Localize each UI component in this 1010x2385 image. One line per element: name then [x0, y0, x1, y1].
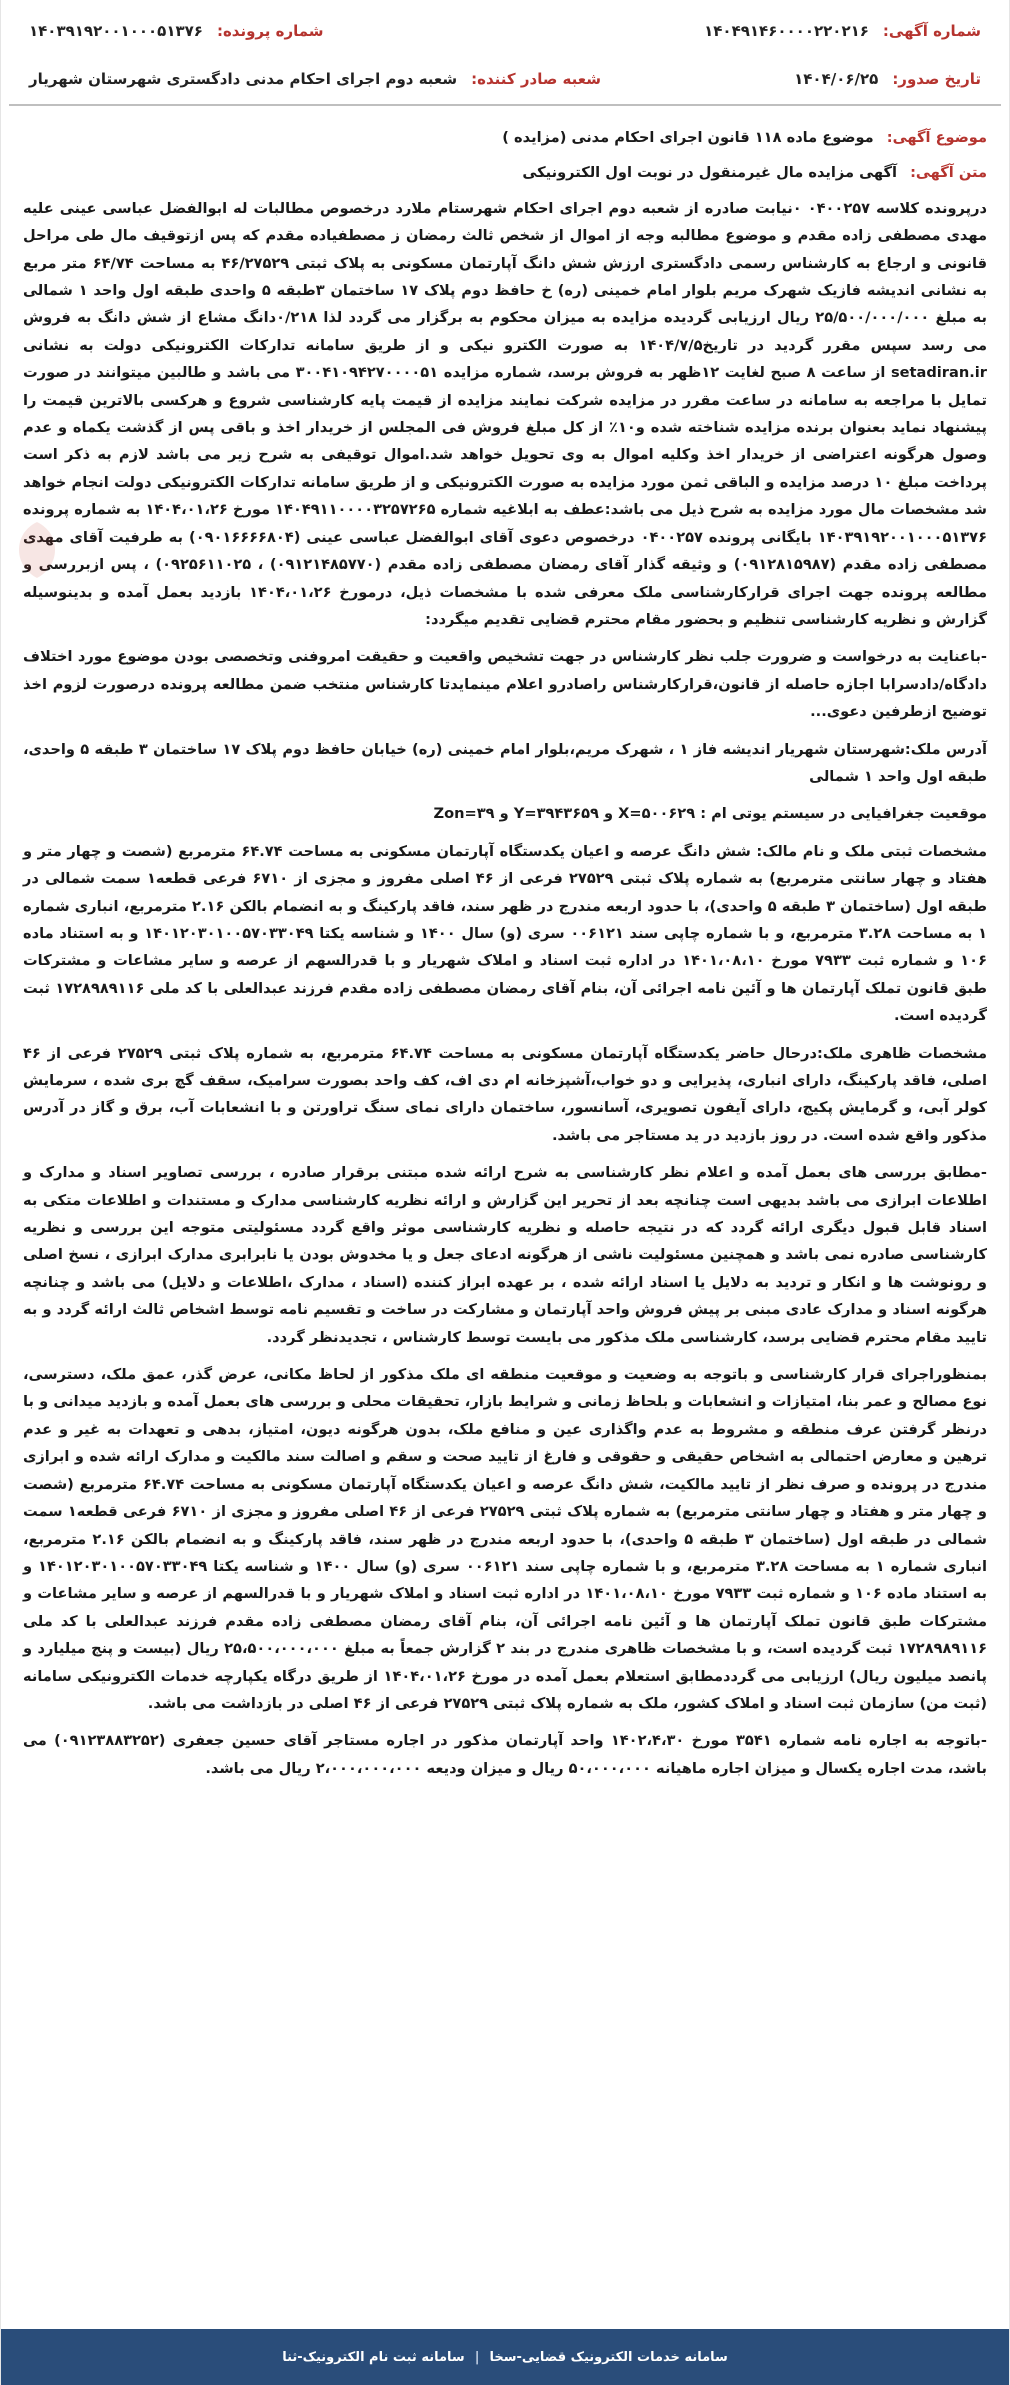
- issuer-label: شعبه صادر کننده:: [471, 70, 601, 88]
- issuer: [29, 70, 601, 88]
- paragraph-valuation: بمنظوراجرای قرار کارشناسی و باتوجه به وضعیت و موقعیت منطقه ای ملک مذکور از لحاظ مکانی، عرض گذر، عمق ملک، دسترسی، نوع مصالح و عمر بنا، امتیازات و انشعابات و بلحاظ زمانی و شرایط بازار، تحقیقات محلی و بررسی های بعمل آمده و بازدید میدانی و با درنظر گرفتن عرف منطقه و مشروط به عدم واگذاری عین و منافع ملک، بدون هرگونه دیون، امتیاز، بدهی و تعهدات به غیر و عدم ترهین و معارض احتمالی به اشخاص حقیقی و حقوقی و فارغ از تایید صحت و سقم و اصالت سند مالکیت و مدارک ارائه شده و ابرازی مندرج در پرونده و صرف نظر از تایید مالکیت، شش دانگ عرصه و اعیان یکدستگاه آپارتمان مسکونی به مساحت ۶۴.۷۴ مترمربع (شصت و چهار متر و هفتاد و چهار سانتی مترمربع) به شماره پلاک ثبتی ۲۷۵۲۹ فرعی از ۴۶ اصلی مفروز و مجزی از ۶۷۱۰ فرعی قطعه۱ سمت شمالی در طبقه اول (ساختمان ۳ طبقه ۵ واحدی)، با حدود اربعه مندرج در ظهر سند، فاقد پارکینگ و به انضمام بالکن ۲.۱۶ مترمربع، انباری شماره ۱ به مساحت ۳.۲۸ مترمربع، و با شماره چاپی سند ۰۰۶۱۲۱ سری (و) سال ۱۴۰۰ و شناسه یکتا ۱۴۰۱۲۰۳۰۱۰۰۵۷۰۳۳۰۴۹ و به استناد ماده ۱۰۶ و شماره ثبت ۷۹۳۳ مورخ ۱۴۰۱،۰۸،۱۰ در اداره ثبت اسناد و املاک شهریار و با قدرالسهم از عرصه و سایر مشاعات و مشترکات طبق قانون تملک آپارتمان ها و آئین نامه اجرائی آن، بنام آقای رمضان مصطفی زاده مقدم فرزند عبدالعلی با کد ملی ۱۷۲۸۹۸۹۱۱۶ ثبت گردیده است، و با مشخصات ظاهری مندرج در بند ۲ گزارش جمعاً به مبلغ ۲۵،۵۰۰،۰۰۰،۰۰۰ ریال (بیست و پنج میلیارد و پانصد میلیون ریال) ارزیابی می گرددمطابق استعلام بعمل آمده در مورخ ۱۴۰۴،۰۱،۲۶ از طریق درگاه یکپارچه خدمات الکترونیکی سامانه (ثبت من) سازمان ثبت اسناد و املاک کشور، ملک به شماره پلاک ثبتی ۲۷۵۲۹ فرعی از ۴۶ اصلی در بازداشت می باشد.: [23, 1366, 988, 1712]
- paragraph-address: آدرس ملک:شهرستان شهریار اندیشه فاز ۱ ، شهرک مریم،بلوار امام خمینی (ره) خیابان حافظ دوم پلاک ۱۷ ساختمان ۳ طبقه ۵ واحدی، طبقه اول واحد ۱ شمالی: [23, 740, 988, 785]
- subject-text: موضوع ماده ۱۱۸ قانون اجرای احکام مدنی (مزایده ): [502, 129, 874, 146]
- footer-link-sana[interactable]: سامانه ثبت نام الکترونیک-ثنا: [282, 2349, 465, 2365]
- footer-link-sakha[interactable]: سامانه خدمات الکترونیک قضایی-سخا: [489, 2349, 728, 2365]
- watermark-emblem-icon: [15, 520, 59, 580]
- paragraph-intro: درپرونده کلاسه ۰۴۰۰۲۵۷ ۰نیابت صادره از شعبه دوم اجرای احکام شهرستام ملارد درخصوص مطالبات له ابوالفضل عباسی عینی علیه مهدی مصطفی زاده مقدم و موضوع مطالبه وجه از اموال از شخص ثالث رمضان ز مصطفیاده مقدم که پس ازتوقیف مال طی مراحل قانونی و ارجاع به کارشناس رسمی دادگستری ارزش شش دانگ آپارتمان مسکونی به پلاک ثبتی ۴۶/۲۷۵۲۹ به مساحت ۶۴/۷۴ متر مربع به نشانی اندیشه فازیک شهرک مریم بلوار امام خمینی (ره) خ حافظ دوم پلاک ۱۷ ساختمان ۳طبقه ۵ واحدی طبقه اول واحد ۱ شمالی به مبلغ ۲۵/۵۰۰/۰۰۰/۰۰۰ ریال ارزیابی گردیده مزایده به میزان محکوم به برگزار می گردد لذا ۰/۲۱۸دانگ مشاع از شش دانگ به فروش می رسد سپس مقرر گردید در تاریخ۱۴۰۴/۷/۵ به صورت الکترو نیکی و از طریق سامانه تدارکات الکترونیکی دولت به نشانی setadiran.ir از ساعت ۸ صبح لغایت ۱۲ظهر به فروش برسد، شماره مزایده ۳۰۰۴۱۰۹۴۲۷۰۰۰۰۵۱ می باشد و طالبین میتوانند در صورت تمایل با مراجعه به سامانه در ساعت مقرر در مزایده شرکت نمایند مزایده از قیمت پایه کارشناسی شروع و هرکسی بالاترین قیمت را پیشنهاد نماید بعنوان برنده مزایده شناخته شده و۱۰٪ از کل مبلغ فروش فی المجلس از خریدار اخذ و باقی پس از گذشت یکماه و عدم وصول هرگونه اعتراضی از خریدار اخذ وکلیه اموال به وی تحویل خواهد شد.اموال توقیفی به شرح زیر می باشد لازم به ذکر است پرداخت مبلغ ۱۰ درصد مزایده و الباقی ثمن مورد مزایده به صورت الکترونیکی و از طریق سامانه تدارکات الکترونیکی دولت انجام خواهد شد مشخصات مال مورد مزایده به شرح ذیل می باشد:عطف به ابلاغیه شماره ۱۴۰۴۹۱۱۰۰۰۰۳۲۵۷۲۶۵ مورخ ۱۴۰۴،۰۱،۲۶ به شماره پرونده ۱۴۰۳۹۱۹۲۰۰۱۰۰۰۵۱۳۷۶ بایگانی پرونده ۰۴۰۰۲۵۷ درخصوص دعوی آقای ابوالفضل عباسی عینی (۰۹۰۱۶۶۶۶۸۰۴) به طرفیت آقای مهدی مصطفی زاده مقدم (۰۹۱۲۸۱۵۹۸۷) و وثیقه گذار آقای رمضان مصطفی زاده مقدم (۰۹۱۲۱۴۸۵۷۷۰) ، ۰۹۲۵۶۱۱۰۲۵) ، پس ازبررسی و مطالعه پرونده جهت اجرای قرارکارشناسی ملک معرفی شده با مشخصات ذیل، درمورخ ۱۴۰۴،۰۱،۲۶ بازدید بعمل آمده و بدینوسیله گزارش و نظریه کارشناسی تنظیم و بحضور مقام محترم قضایی تقدیم میگردد:: [23, 199, 988, 628]
- case-number: [29, 22, 324, 40]
- paragraph-lease: -باتوجه به اجاره نامه شماره ۳۵۴۱ مورخ ۱۴۰۲،۴،۳۰ واحد آپارتمان مذکور در اجاره مستاجر آقای حسین جعفری (۰۹۱۲۳۸۸۳۲۵۲) می باشد، مدت اجاره یکسال و میزان اجاره ماهیانه ۵۰،۰۰۰،۰۰۰ ریال و میزان ودیعه ۲،۰۰۰،۰۰۰،۰۰۰ ریال می باشد.: [23, 1732, 987, 1777]
- body-label: متن آگهی:: [910, 164, 987, 182]
- notice-title: آگهی مزایده مال غیرمنقول در نوبت اول الکترونیکی: [522, 164, 897, 182]
- issuer-value: شعبه دوم اجرای احکام مدنی دادگستری شهرستان شهریار: [29, 70, 458, 88]
- paragraph-disclaimer: -مطابق بررسی های بعمل آمده و اعلام نظر کارشناسی به شرح ارائه شده مبتنی برقرار صادره ، بررسی تصاویر اسناد و مدارک و اطلاعات ابرازی می باشد بدیهی است چنانچه بعد از تحریر این گزارش و ارائه نظریه کارشناسی مدارک و مستندات و اطلاعات متکی به اسناد قابل قبول دیگری ارائه گردد که در نتیجه حاصله و نظریه کارشناسی موثر واقع گردد مسئولیتی متوجه این بررسی و نظریه کارشناسی صادره نمی باشد و همچنین مسئولیت ناشی از هرگونه ادعای جعل و یا مخدوش بودن یا نابرابری مدارک ابرازی ، نسخ اصلی و رونوشت ها و انکار و تردید به دلایل یا اسناد ارائه شده ، بر عهده ابراز کننده (اسناد ، مدارک ،اطلاعات و دلایل) می باشد و چنانچه هرگونه اسناد و مدارک عادی مبنی بر پیش فروش واحد آپارتمان و مشارکت در ساخت و تقسیم نامه توسط اشخاص ثالث ارائه گردد و به تایید مقام محترم قضایی برسد، کارشناسی ملک مذکور می بایست توسط کارشناس ، تجدیدنظر گردد.: [23, 1164, 987, 1346]
- header-row-1: [29, 22, 981, 40]
- ad-number: [704, 22, 981, 40]
- paragraph-expert-request: -باعنایت به درخواست و ضرورت جلب نظر کارشناس در جهت تشخیص واقعیت و حقیقت امروفنی وتخصصی بودن موضوع مورد اختلاف دادگاه/دادسرابا اجازه حاصله از قانون،قرارکارشناس راصادرو اعلام مینمایدتا کارشناس منتخب ضمن مطالعه پرونده درصورت لزوم اخذ توضیح ازطرفین دعوی...: [23, 648, 987, 721]
- header-row-2: [29, 70, 981, 88]
- subject-line: [23, 124, 987, 151]
- title-line: [23, 159, 987, 186]
- notice-header: [9, 0, 1001, 106]
- footer-bar: [1, 2329, 1009, 2385]
- ad-number-label: شماره آگهی:: [882, 22, 981, 40]
- subject-label: موضوع آگهی:: [886, 129, 987, 146]
- issue-date-value: ۱۴۰۴/۰۶/۲۵: [794, 70, 879, 88]
- paragraph-utm: موقعیت جغرافیایی در سیستم یوتی ام : X=۵۰۰۶۲۹ و Y=۳۹۴۳۶۵۹ و Zon=۳۹: [433, 805, 987, 823]
- case-number-label: شماره پرونده:: [216, 22, 324, 40]
- issue-date: [794, 70, 981, 88]
- notice-content: [1, 106, 1009, 1782]
- issue-date-label: تاریخ صدور:: [892, 70, 981, 88]
- case-number-value: ۱۴۰۳۹۱۹۲۰۰۱۰۰۰۵۱۳۷۶: [29, 22, 203, 40]
- paragraph-registration: مشخصات ثبتی ملک و نام مالک: شش دانگ عرصه و اعیان یکدستگاه آپارتمان مسکونی به مساحت ۶۴.۷۴ مترمربع (شصت و چهار متر و هفتاد و چهار سانتی مترمربع) به شماره پلاک ثبتی ۲۷۵۲۹ فرعی از ۴۶ اصلی مفروز و مجزی از ۶۷۱۰ فرعی قطعه۱ سمت شمالی در طبقه اول (ساختمان ۳ طبقه ۵ واحدی)، با حدود اربعه مندرج در ظهر سند، فاقد پارکینگ و به انضمام بالکن ۲.۱۶ مترمربع، انباری شماره ۱ به مساحت ۳.۲۸ مترمربع، و با شماره چاپی سند ۰۰۶۱۲۱ سری (و) سال ۱۴۰۰ و شناسه یکتا ۱۴۰۱۲۰۳۰۱۰۰۵۷۰۳۳۰۴۹ و به استناد ماده ۱۰۶ و شماره ثبت ۷۹۳۳ مورخ ۱۴۰۱،۰۸،۱۰ در اداره ثبت اسناد و املاک شهریار و با قدرالسهم از عرصه و سایر مشاعات و مشترکات طبق قانون تملک آپارتمان ها و آئین نامه اجرائی آن، بنام آقای رمضان مصطفی زاده مقدم فرزند عبدالعلی با کد ملی ۱۷۲۸۹۸۹۱۱۶ ثبت گردیده است.: [23, 842, 987, 1025]
- ad-number-value: ۱۴۰۴۹۱۴۶۰۰۰۰۲۲۰۲۱۶: [704, 22, 869, 40]
- footer-separator: |: [474, 2349, 480, 2365]
- paragraph-appearance: مشخصات ظاهری ملک:درحال حاضر یکدستگاه آپارتمان مسکونی به مساحت ۶۴.۷۴ مترمربع، به شماره پلاک ثبتی ۲۷۵۲۹ فرعی از ۴۶ اصلی، فاقد پارکینگ، دارای انباری، پذیرایی و دو خواب،آشپزخانه ام دی اف، کف واحد بصورت سرامیک، سقف گچ بری شده ، سرمایش کولر آبی، و گرمایش پکیج، دارای آیفون تصویری، آسانسور، ساختمان دارای نمای سنگ تراورتن و با انشعابات آب، برق و گاز در آدرس مذکور واقع شده است. در روز بازدید در ید مستاجر می باشد.: [23, 1044, 987, 1144]
